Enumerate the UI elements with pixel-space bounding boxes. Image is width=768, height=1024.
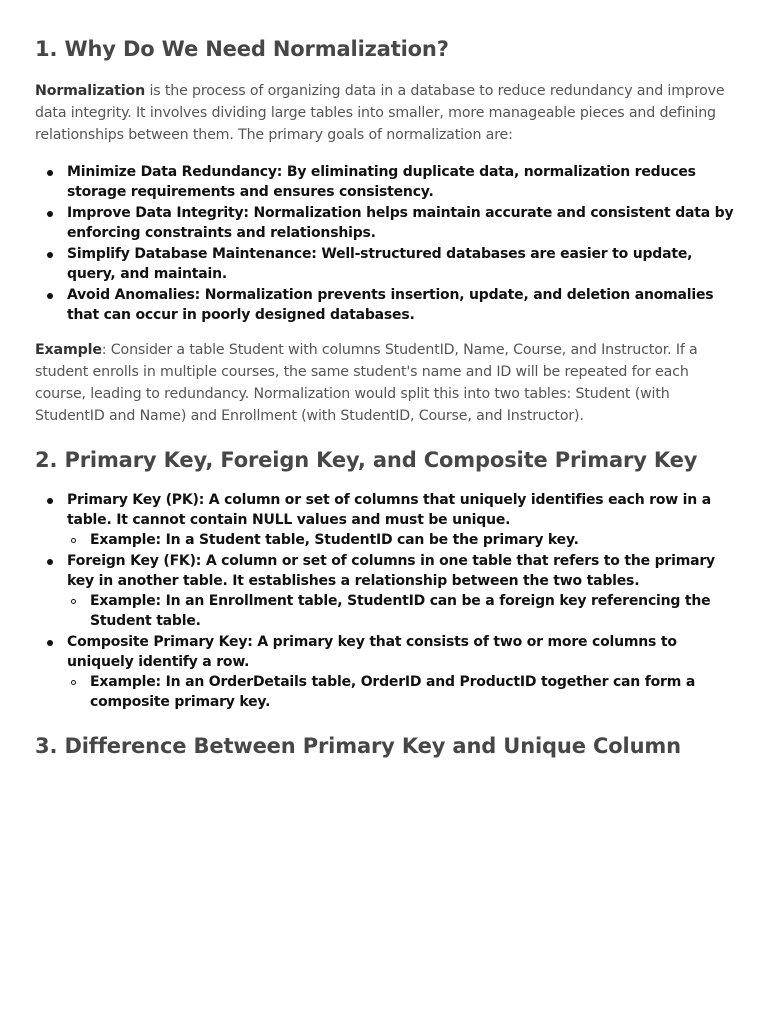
goal-text: Improve Data Integrity: Normalization helps maintain accurate and consistent data by enforcing constraints and relationships. [67,205,734,241]
key-definition: Primary Key (PK): A column or set of columns that uniquely identifies each row in a table. It cannot contain NULL values and must be unique. [67,492,711,528]
list-item [35,490,735,550]
sub-list [67,672,735,712]
normalization-example-paragraph [35,339,735,427]
bullet-icon [47,559,53,565]
key-example: Example: In a Student table, StudentID can be the primary key. [90,532,579,548]
bullet-icon [47,252,53,258]
sub-list-item [67,530,735,550]
list-item [35,203,735,243]
key-definition: Foreign Key (FK): A column or set of columns in one table that refers to the primary key in another table. It establishes a relationship between the two tables. [67,553,715,589]
normalization-goals-list [35,162,735,326]
bullet-icon [47,293,53,299]
list-item [35,551,735,631]
goal-text: Minimize Data Redundancy: By eliminating duplicate data, normalization reduces storage requirements and ensures consistency. [67,164,696,200]
bullet-icon [47,640,53,646]
key-example: Example: In an Enrollment table, StudentID can be a foreign key referencing the Student table. [90,593,711,629]
list-item [35,244,735,284]
normalization-intro-paragraph [35,80,735,146]
example-term: Example [35,342,102,358]
sub-list-item [67,591,735,631]
circle-bullet-icon [71,680,76,685]
section-heading-keys: 2. Primary Key, Foreign Key, and Composite Primary Key [35,448,698,472]
circle-bullet-icon [71,538,76,543]
goal-text: Simplify Database Maintenance: Well-structured databases are easier to update, query, and maintain. [67,246,693,282]
normalization-term: Normalization [35,83,146,99]
key-example: Example: In an OrderDetails table, OrderID and ProductID together can form a composite primary key. [90,674,696,710]
keys-list [35,490,735,713]
normalization-intro-text: is the process of organizing data in a database to reduce redundancy and improve data integrity. It involves dividing large tables into smaller, more manageable pieces and defining relationships between them. The primary goals of normalization are: [35,83,725,143]
goal-text: Avoid Anomalies: Normalization prevents insertion, update, and deletion anomalies that can occur in poorly designed databases. [67,287,714,323]
circle-bullet-icon [71,599,76,604]
bullet-icon [47,498,53,504]
section-heading-normalization: 1. Why Do We Need Normalization? [35,37,449,61]
list-item [35,632,735,712]
section-heading-pk-vs-unique: 3. Difference Between Primary Key and Unique Column [35,734,681,758]
key-definition: Composite Primary Key: A primary key that consists of two or more columns to uniquely identify a row. [67,634,677,670]
example-text: : Consider a table Student with columns StudentID, Name, Course, and Instructor. If a student enrolls in multiple courses, the same student's name and ID will be repeated for each course, leading to redundancy. Normalization would split this into two tables: Student (with StudentID and Name) and Enrollment (with StudentID, Course, and Instructor). [35,342,698,424]
bullet-icon [47,211,53,217]
list-item [35,285,735,325]
sub-list-item [67,672,735,712]
sub-list [67,530,735,550]
bullet-icon [47,170,53,176]
list-item [35,162,735,202]
sub-list [67,591,735,631]
